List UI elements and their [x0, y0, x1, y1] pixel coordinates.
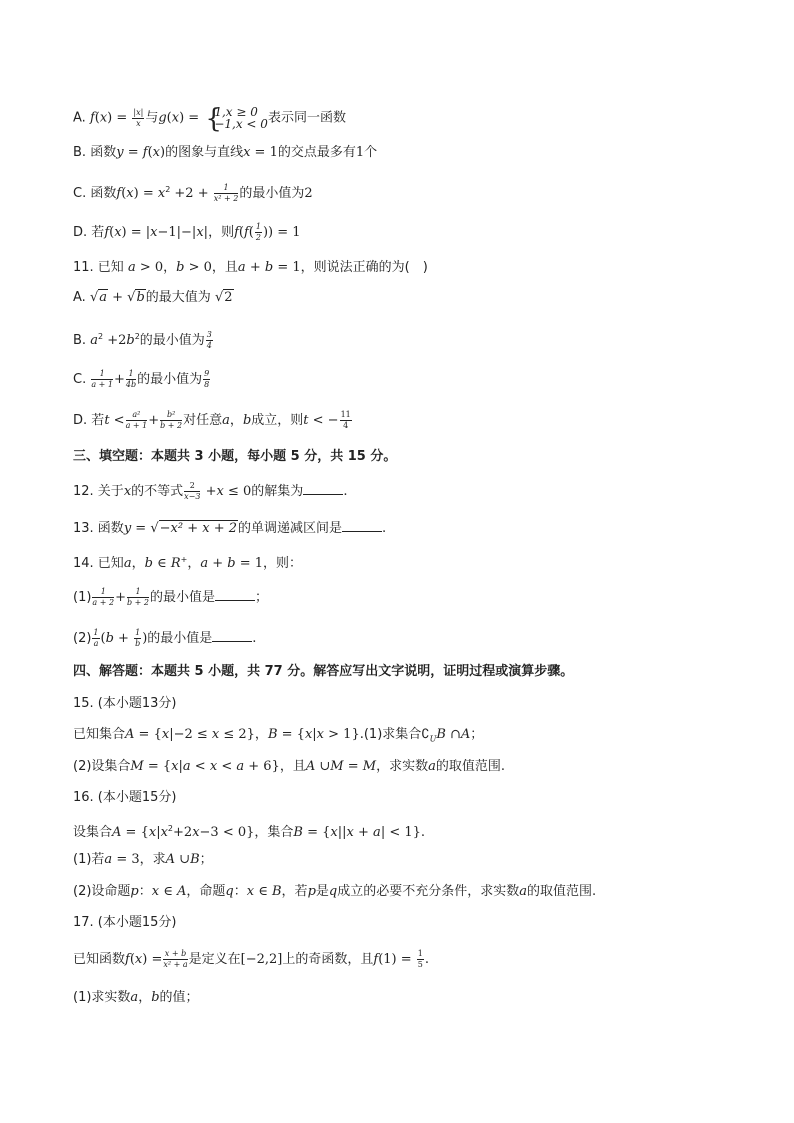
- option-10c: C. 函数$f(x) = x^2 +2$ + $\frac{1}{\text{x² + 2}}$ 的最小值为2: [73, 183, 313, 203]
- option-11c: C. $\frac{1}{a + 1}$ + $\frac{1}{4b}$ 的最小值为 $\frac{9}{8}$: [73, 369, 210, 389]
- answer-blank[interactable]: [342, 519, 382, 532]
- option-11d: D. 若t < $\frac{\text{a²}}{a + 1}$ + $\frac{\text{b²}}{b + 2}$ 对任意a，b成立，则t < − $\frac{11}{4}$: [73, 410, 351, 430]
- question-15-heading: 15. (本小题13分): [73, 696, 177, 711]
- answer-blank[interactable]: [215, 588, 255, 601]
- section-4-heading: 四、解答题：本题共 5 小题，共 77 分。解答应写出文字说明，证明过程或演算步骤。: [73, 664, 574, 679]
- answer-blank[interactable]: [212, 629, 252, 642]
- question-17-line2: (1)求实数a，b的值；: [73, 990, 199, 1005]
- option-10d: D. 若f(x) = |x−1|−|x|，则f(f( $\frac{1}{2}$ )) = 1: [73, 222, 301, 242]
- question-16-line2: (1)若a = 3，求A ∪B；: [73, 852, 213, 867]
- question-17-line1: 已知函数f(x) = $\frac{x + b}{\text{x² + a}}$ 是定义在[−2,2]上的奇函数，且f(1) = $\frac{1}{5}$ .: [73, 949, 430, 969]
- option-11a: A. √a + √b的最大值为 √2: [73, 290, 233, 305]
- question-15-line1: 已知集合A = {x|−2 ≤ x ≤ 2}，B = {x|x > 1}.(1)求集合$∁_UB$ ∩A；: [73, 727, 484, 744]
- question-17-heading: 17. (本小题15分): [73, 915, 177, 930]
- question-14-2: (2) $\frac{1}{a}$ (b + $\frac{1}{b}$ )的最小值是 .: [73, 628, 257, 648]
- question-12: 12. 关于x的不等式 $\frac{2}{x-3}$ +x ≤ 0的解集为 .: [73, 481, 348, 501]
- answer-blank[interactable]: [303, 482, 343, 495]
- question-15-line2: (2)设集合M = {x|a < x < a + 6}，且A ∪M = M，求实数a的取值范围.: [73, 759, 505, 774]
- question-16-heading: 16. (本小题15分): [73, 790, 177, 805]
- question-14-1: (1) $\frac{1}{a + 2}$ + $\frac{1}{b + 2}$ 的最小值是 ；: [73, 587, 269, 607]
- question-13: 13. 函数y = √−x² + x + 2的单调递减区间是 .: [73, 521, 387, 536]
- option-10a: A. f(x) = $\frac{|x|}{x}$ 与g(x) = { 1,x ≥ 0 −1,x < 0 表示同一函数: [73, 104, 346, 134]
- section-3-heading: 三、填空题：本题共 3 小题，每小题 5 分，共 15 分。: [73, 449, 397, 464]
- question-16-line3: (2)设命题p：x ∈ A，命题q：x ∈ B，若p是q成立的必要不充分条件，求实数a的取值范围.: [73, 884, 597, 899]
- question-16-line1: 设集合$A = \{x|x^2+2x-3 < 0\}$，集合B = {x||x + a| < 1}.: [73, 824, 426, 840]
- option-11b: B. $a^2 +2b^2$的最小值为 $\frac{3}{4}$: [73, 330, 212, 350]
- question-14: 14. 已知a，b ∈ R+，a + b = 1，则：: [73, 555, 303, 571]
- option-10b: B. 函数y = f(x)的图象与直线x = 1的交点最多有1个: [73, 145, 378, 160]
- question-11: 11. 已知 a > 0，b > 0，且a + b = 1，则说法正确的为( ): [73, 260, 428, 275]
